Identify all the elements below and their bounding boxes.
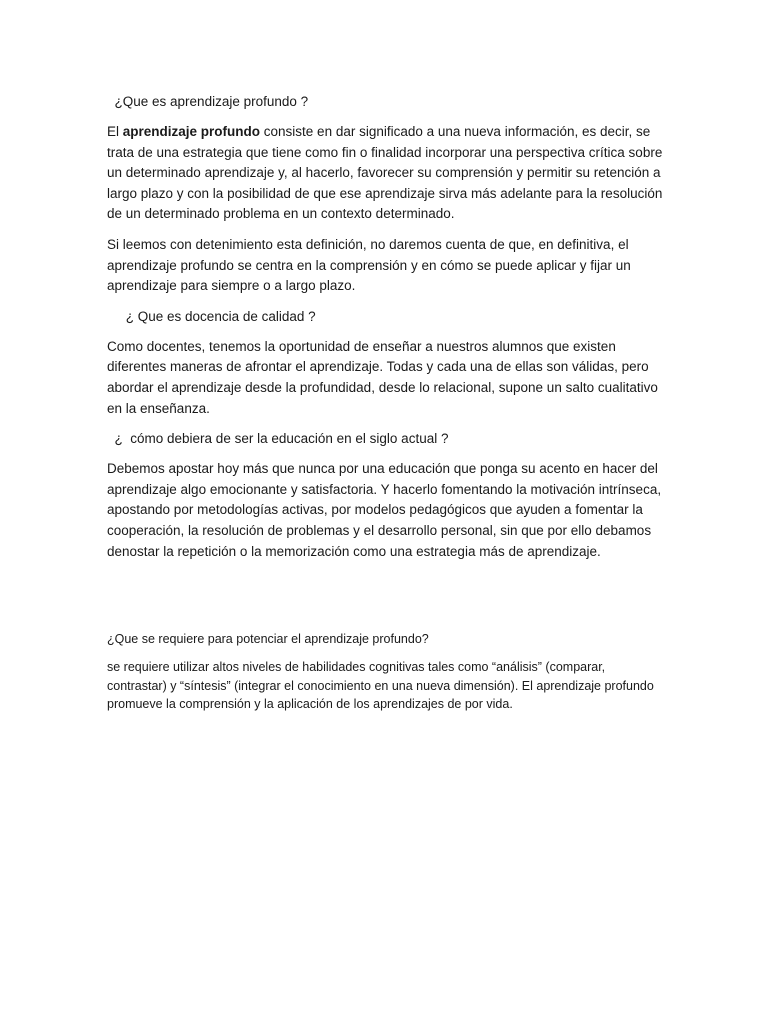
section-question: ¿ cómo debiera de ser la educación en el siglo actual ?	[107, 431, 449, 447]
section-question: ¿Que es aprendizaje profundo ?	[107, 94, 309, 109]
section-question: ¿ Que es docencia de calidad ?	[107, 308, 316, 324]
section-question: ¿Que se requiere para potenciar el aprendizaje profundo?	[107, 632, 429, 647]
paragraph-text: El	[107, 124, 123, 139]
section-paragraph: Como docentes, tenemos la oportunidad de enseñar a nuestros alumnos que existen diferentes maneras de afrontar el aprendizaje. Todas y cada una de ellas son válidas, pero abordar el aprendizaje desde la profundidad, desde lo relacional, supone un salto cualitativo en la enseñanza.	[107, 338, 658, 416]
document-page	[107, 92, 667, 714]
section-paragraph: se requiere utilizar altos niveles de habilidades cognitivas tales como “análisis” (comparar, contrastar) y “síntesis” (integrar el conocimiento en una nueva dimensión). El aprendizaje profundo promueve la comprensión y la aplicación de los aprendizajes de por vida.	[107, 660, 654, 712]
section-paragraph	[107, 122, 667, 225]
section-paragraph: Si leemos con detenimiento esta definición, no daremos cuenta de que, en definitiva, el aprendizaje profundo se centra en la comprensión y en cómo se puede aplicar y fijar un aprendizaje para siempre o a largo plazo.	[107, 236, 631, 294]
paragraph-text: consiste en dar significado a una nueva información, es decir, se trata de una estrategia que tiene como fin o finalidad incorporar una perspectiva crítica sobre un determinado aprendizaje y, al hacerlo, favorecer su comprensión y permitir su retención a largo plazo y con la posibilidad de que ese aprendizaje sirva más adelante para la resolución de un determinado problema en un contexto determinado.	[107, 124, 663, 222]
blank-space	[107, 572, 667, 630]
bold-term: aprendizaje profundo	[122, 124, 261, 139]
section-paragraph: Debemos apostar hoy más que nunca por una educación que ponga su acento en hacer del aprendizaje algo emocionante y satisfactoria. Y hacerlo fomentando la motivación intrínseca, apostando por metodologías activas, por modelos pedagógicos que ayuden a fomentar la cooperación, la resolución de problemas y el desarrollo personal, sin que por ello debamos denostar la repetición o la memorización como una estrategia más de aprendizaje.	[107, 461, 662, 559]
